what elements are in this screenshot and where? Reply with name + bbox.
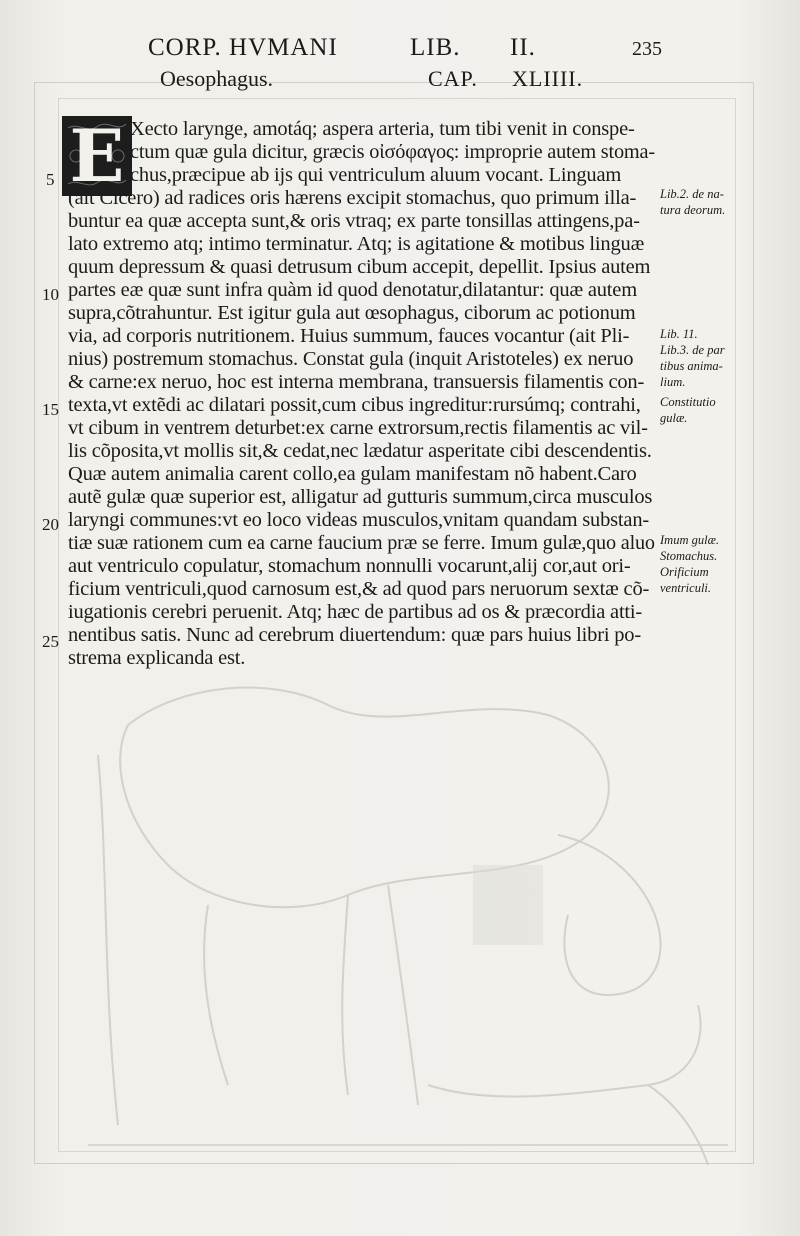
line-number: 5 — [46, 170, 55, 189]
text-line: & carne:ex neruo, hoc est interna membrana, transuersis filamentis con- — [68, 371, 645, 393]
text-line: aut ventriculo copulatur, stomachum nonnulli vocarunt,alij cor,aut ori- — [68, 555, 631, 577]
text-line: supra,cõtrahuntur. Est igitur gula aut œsophagus, ciborum ac potionum — [68, 302, 636, 324]
cap-label: CAP. — [428, 66, 478, 91]
lib-label: LIB. — [410, 34, 461, 61]
decorated-initial — [62, 113, 132, 198]
show-through-illustration — [88, 665, 728, 1170]
margin-note-line: Stomachus. — [660, 549, 718, 563]
text-line: iugationis cerebri peruenit. Atq; hæc de partibus ad os & præcordia atti- — [68, 601, 643, 623]
text-line: chus,præcipue ab ijs qui ventriculum aluum vocant. Linguam — [130, 164, 622, 186]
margin-note-line: Lib.3. de par — [660, 343, 725, 357]
line-number: 20 — [42, 515, 59, 534]
text-line: strema explicanda est. — [68, 647, 246, 669]
text-line: Xecto larynge, amotáq; aspera arteria, tum tibi venit in conspe- — [130, 118, 635, 140]
margin-note — [660, 532, 719, 596]
text-line: Quæ autem animalia carent collo,ea gulam manifestam nõ habent.Caro — [68, 463, 637, 485]
margin-note — [660, 186, 725, 218]
running-head — [148, 34, 668, 64]
text-line: texta,vt extẽdi ac dilatari possit,cum cibus ingreditur:rursúmq; contrahi, — [68, 394, 641, 416]
section-title: Oesophagus. — [160, 66, 274, 91]
margin-note-line: lium. — [660, 375, 686, 389]
margin-note-line: Lib. 11. — [660, 327, 698, 341]
margin-note-line: Lib.2. de na- — [660, 187, 724, 201]
margin-note-line: tibus anima- — [660, 359, 723, 373]
text-line: lis cõposita,vt mollis sit,& cedat,nec lædatur asperitate cibi descendentis. — [68, 440, 652, 462]
text-line: partes eæ quæ sunt infra quàm id quod denotatur,dilatantur: quæ autem — [68, 279, 637, 301]
line-number: 15 — [42, 400, 59, 419]
margin-note-line: Orificium — [660, 565, 709, 579]
text-line: (ait Cicero) ad radices oris hærens excipit stomachus, quo primum illa- — [68, 187, 637, 209]
page-number: 235 — [632, 38, 662, 60]
margin-note-line: Imum gulæ. — [660, 533, 720, 547]
margin-note-line: Constitutio — [660, 395, 716, 409]
text-line: via, ad corporis nutritionem. Huius summum, fauces vocantur (ait Pli- — [68, 325, 630, 347]
line-number: 10 — [42, 285, 59, 304]
cap-number: XLIIII. — [512, 66, 584, 91]
text-line: laryngi communes:vt eo loco videas musculos,vnitam quandam substan- — [68, 509, 649, 531]
text-line: ctum quæ gula dicitur, græcis οἰσόφαγος: improprie autem stoma- — [130, 141, 655, 163]
text-line: ficium ventriculi,quod carnosum est,& ad quod pars neruorum sextæ cõ- — [68, 578, 650, 600]
text-line: buntur ea quæ accepta sunt,& oris vtraq; ex parte tonsillas attingens,pa- — [68, 210, 640, 232]
chapter-heading — [160, 66, 640, 96]
text-line: autẽ gulæ quæ superior est, alligatur ad gutturis summum,circa musculos — [68, 486, 653, 508]
lib-number: II. — [510, 34, 536, 61]
text-line: nius) postremum stomachus. Constat gula (inquit Aristoteles) ex neruo — [68, 348, 634, 370]
text-line: lato extremo atq; intimo terminatur. Atq; is agitatione & motibus linguæ — [68, 233, 645, 255]
margin-note — [660, 394, 716, 426]
line-number: 25 — [42, 632, 59, 651]
margin-note-line: tura deorum. — [660, 203, 726, 217]
text-line: quum depressum & quasi detrusum cibum accepit, depellit. Ipsius autem — [68, 256, 651, 278]
text-line: vt cibum in ventrem deturbet:ex carne extrorsum,rectis filamentis ac vil- — [68, 417, 648, 439]
margin-note-line: gulæ. — [660, 411, 688, 425]
text-line: tiæ suæ rationem cum ea carne faucium præ se ferre. Imum gulæ,quo aluo — [68, 532, 655, 554]
margin-note — [660, 326, 725, 390]
text-line: nentibus satis. Nunc ad cerebrum diuertendum: quæ pars huius libri po- — [68, 624, 641, 646]
margin-note-line: ventriculi. — [660, 581, 712, 595]
running-title: CORP. HVMANI — [148, 34, 338, 61]
initial-letter: E — [69, 113, 125, 198]
